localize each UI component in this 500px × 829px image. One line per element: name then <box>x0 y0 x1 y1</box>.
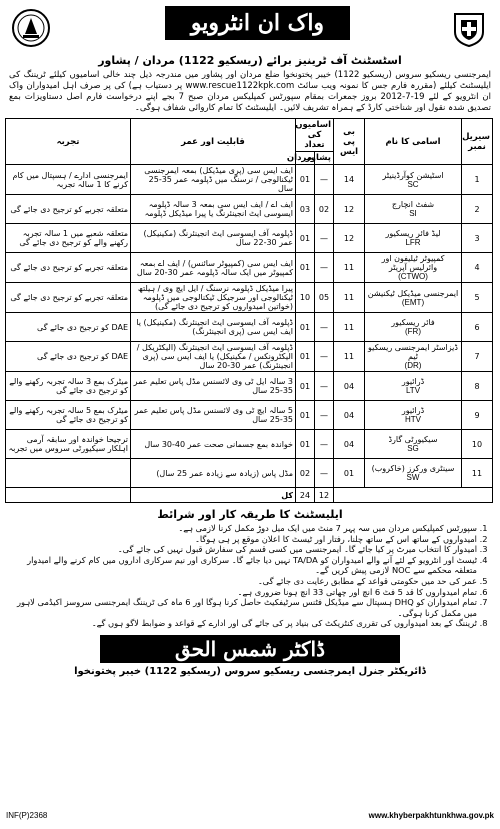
post-code: HTV <box>405 415 421 424</box>
cell-experience: DAE کو ترجیح دی جائے گی <box>6 313 131 342</box>
cell-serial: 7 <box>462 342 493 372</box>
post-name-urdu: شفٹ انچارج <box>391 200 435 209</box>
footer <box>0 811 500 825</box>
terms-item: 2. امیدواروں کے ساتھ اس کے ساتھ چلنا، رفتار اور ٹیسٹ کا اعلان موقع پر ہی ہوگا۔ <box>9 534 477 545</box>
post-code: SW <box>406 473 420 482</box>
advertisement-intro: ایمرجنسی ریسکیو سروس (ریسکیو 1122) خیبر پختونخوا ضلع مردان اور پشاور میں مندرجہ ذیل چند خالی اسامیوں کیلئے ٹریننگ کی ایلیسٹنٹ کیلئے (مقررہ فارم جس کا نمونہ ویب سائٹ www.rescue1122kpk.com پر دستیاب ہے) کی پر صرف اہل امیدواران واک ان انٹرویو کے لئے 19-7-2012 بروز جمعرات بمقام سپورٹس کمپلیکس مردان صبح 7 بجے اپنے درخواست فارم اصل دستاویزات بمع تصدیق شدہ نقول اور شناختی کارڈ کے ہمراہ تشریف لائیں۔ ایلیسٹنٹ کا تمام کاروائی شفاف ہوگی۔ <box>9 70 492 113</box>
cell-qualification: ڈپلومہ آف ایسوسی ایٹ انجینئرنگ (مکینیکل) عمر 30-22 سال <box>131 224 296 253</box>
cell-qualification: خواندہ بمع جسمانی صحت عمر 40-30 سال <box>131 430 296 459</box>
cell-qualification: ڈپلومہ آف ایسوسی ایٹ انجینئرنگ (مکینیکل) یا ایف ایس سی (پری انجینئرنگ) <box>131 313 296 342</box>
cell-post <box>365 195 462 224</box>
cell-peshawar: 05 <box>315 283 334 313</box>
cell-experience: متعلقہ تجربے کو ترجیح دی جائے گی <box>6 253 131 283</box>
table-row <box>6 401 493 430</box>
cell-mardan: 01 <box>296 401 315 430</box>
terms-item: 1. سپورٹس کمپلیکس مردان میں سہ پہر 7 منٹ میں ایک میل دوڑ مکمل کرنا لازمی ہے۔ <box>9 523 477 534</box>
terms-item: 6. تمام امیدواروں کا قد 5 فٹ 6 انچ اور چھاتی 33 انچ ہونا ضروری ہے۔ <box>9 587 477 598</box>
table-row <box>6 372 493 401</box>
total-label: کل <box>131 488 296 503</box>
post-name-urdu: اسٹیشن کوآرڈینیٹر <box>382 170 444 180</box>
post-name-urdu: سینٹری ورکرز (خاکروب) <box>371 464 455 473</box>
cell-experience <box>6 459 131 488</box>
cell-bps: 04 <box>334 401 365 430</box>
cell-qualification: ایف اے / ایف ایس سی بمعہ 3 سالہ ڈپلومہ ایسوسی ایٹ انجینئرنگ یا پیرا میڈیکل ڈپلومہ <box>131 195 296 224</box>
cell-serial: 6 <box>462 313 493 342</box>
cell-bps: 11 <box>334 253 365 283</box>
table-row <box>6 165 493 195</box>
post-code: SI <box>409 209 417 218</box>
cell-serial: 10 <box>462 430 493 459</box>
cell-serial: 2 <box>462 195 493 224</box>
table-row <box>6 313 493 342</box>
cell-bps: 04 <box>334 372 365 401</box>
post-name-urdu: ڈرائیور <box>401 406 425 415</box>
terms-item: 4. ٹیسٹ اور انٹرویو کے لئے آنے والے امیدواران کو TA/DA نہیں دیا جائے گا۔ سرکاری اور نیم سرکاری اداروں میں کام کرنے والے امیدوار متعلقہ محکمے سے NOC لازمی پیش کریں گے۔ <box>9 555 477 576</box>
signatory-designation: ڈائریکٹر جنرل ایمرجنسی ریسکیو سروس (ریسکیو 1122) خیبر پختونخوا <box>74 665 426 677</box>
cell-peshawar: — <box>315 224 334 253</box>
cell-bps: 11 <box>334 342 365 372</box>
vacancies-table-body <box>6 165 493 488</box>
header-peshawar: پشاور <box>315 152 334 165</box>
cell-post <box>365 313 462 342</box>
cell-qualification: ایف ایس سی (پری میڈیکل) بمعہ ایمرجنسی ٹیکنالوجی / نرسنگ میں ڈپلومہ عمر 35-25 سال <box>131 165 296 195</box>
post-code: (FR) <box>405 327 421 336</box>
cell-peshawar: 02 <box>315 195 334 224</box>
rescue-1122-logo-icon <box>449 8 489 48</box>
page-title: واک ان انٹرویو <box>165 6 350 40</box>
header-bps: بی پی ایس <box>334 119 365 165</box>
terms-list <box>9 523 491 629</box>
cell-bps: 12 <box>334 224 365 253</box>
cell-post <box>365 401 462 430</box>
cell-qualification: 5 سالہ ایچ ٹی وی لائسنس مڈل پاس تعلیم عمر 35-25 سال <box>131 401 296 430</box>
cell-post <box>365 430 462 459</box>
cell-experience: متعلقہ تجربے کو ترجیح دی جائے گی <box>6 283 131 313</box>
cell-mardan: 01 <box>296 313 315 342</box>
cell-mardan: 01 <box>296 342 315 372</box>
cell-post <box>365 459 462 488</box>
cell-experience: DAE کو ترجیح دی جائے گی <box>6 342 131 372</box>
post-name-urdu: ایمرجنسی میڈیکل ٹیکنیشن <box>367 288 459 298</box>
cell-post <box>365 342 462 372</box>
header-mardan: مردان <box>296 152 315 165</box>
post-name-urdu: لیڈ فائر ریسکیور <box>385 229 441 238</box>
header-posts-count: اسامیوں کی تعداد <box>296 119 334 152</box>
cell-mardan: 01 <box>296 372 315 401</box>
table-row <box>6 195 493 224</box>
terms-item: 5. عمر کی حد میں حکومتی قواعد کے مطابق رعایت دی جائے گی۔ <box>9 576 477 587</box>
cell-serial: 1 <box>462 165 493 195</box>
table-row <box>6 253 493 283</box>
cell-peshawar: — <box>315 372 334 401</box>
cell-serial: 4 <box>462 253 493 283</box>
header-post: اسامی کا نام <box>365 119 462 165</box>
cell-peshawar: — <box>315 165 334 195</box>
header-serial: سیریل نمبر <box>462 119 493 165</box>
cell-mardan: 02 <box>296 459 315 488</box>
table-row <box>6 342 493 372</box>
cell-qualification: ڈپلومہ آف ایسوسی ایٹ انجینئرنگ (الیکٹریکل / الیکٹرونکس / مکینیکل) یا ایف ایس سی (پری انجینئرنگ) عمر 30-20 سال <box>131 342 296 372</box>
post-code: SC <box>407 179 419 189</box>
terms-item: 3. امیدوار کا انتخاب میرٹ پر کیا جائے گا۔ ایمرجنسی میں کسی قسم کی سفارش قبول نہیں کی جائے گی۔ <box>9 544 477 555</box>
kp-government-emblem-icon <box>11 8 51 48</box>
post-name-urdu: کمپیوٹر ٹیلیفون اور وائرلیس آپریٹر <box>381 254 445 272</box>
cell-experience: ایمرجنسی ادارے / ہسپتال میں کام کرنے کا 1 سالہ تجربہ <box>6 165 131 195</box>
advertisement-subtitle: اسٹسٹنٹ آف ٹرینیز برائے (ریسکیو 1122) مردان / پشاور <box>98 54 402 67</box>
header <box>5 4 495 52</box>
terms-title: ایلیسٹنٹ کا طریقہ کار اور شرائط <box>157 508 343 521</box>
table-total-row <box>6 488 493 503</box>
header-qualification: قابلیت اور عمر <box>131 119 296 165</box>
cell-peshawar: — <box>315 401 334 430</box>
cell-experience: میٹرک بمع 5 سالہ تجربہ رکھنے والے کو ترجیح دی جائے گی <box>6 401 131 430</box>
cell-mardan: 01 <box>296 430 315 459</box>
cell-qualification: 3 سالہ ایل ٹی وی لائسنس مڈل پاس تعلیم عمر 35-25 سال <box>131 372 296 401</box>
post-name-urdu: فائر ریسکیور <box>391 318 435 327</box>
total-empty <box>6 488 131 503</box>
website-link[interactable]: www.khyberpakhtunkhwa.gov.pk <box>368 811 494 820</box>
post-code: LTV <box>405 386 421 395</box>
cell-bps: 12 <box>334 195 365 224</box>
header-experience: تجربہ <box>6 119 131 165</box>
total-peshawar: 12 <box>315 488 334 503</box>
advertisement-reference: INF(P)2368 <box>6 811 48 820</box>
cell-post <box>365 224 462 253</box>
cell-qualification: پیرا میڈیکل ڈپلومہ نرسنگ / ایل ایچ وی / ہیلتھ ٹیکنالوجی اور سرجیکل ٹیکنالوجی میں ڈپلومہ (خواتین امیدواروں کو ترجیح دی جائے گی) <box>131 283 296 313</box>
table-row <box>6 459 493 488</box>
cell-peshawar: — <box>315 430 334 459</box>
cell-experience: میٹرک بمع 3 سالہ تجربہ رکھنے والے کو ترجیح دی جائے گی <box>6 372 131 401</box>
cell-mardan: 01 <box>296 165 315 195</box>
vacancies-table <box>5 118 493 503</box>
cell-bps: 04 <box>334 430 365 459</box>
post-code: (EMT) <box>401 297 425 307</box>
cell-serial: 11 <box>462 459 493 488</box>
cell-post <box>365 253 462 283</box>
post-code: SG <box>407 444 419 453</box>
cell-bps: 11 <box>334 283 365 313</box>
cell-mardan: 01 <box>296 224 315 253</box>
post-code: (DR) <box>404 361 422 370</box>
cell-bps: 01 <box>334 459 365 488</box>
cell-post <box>365 283 462 313</box>
cell-serial: 9 <box>462 401 493 430</box>
post-code: LFR <box>405 238 421 247</box>
post-name-urdu: سیکیورٹی گارڈ <box>388 435 438 444</box>
cell-qualification: مڈل پاس (زیادہ سے زیادہ عمر 25 سال) <box>131 459 296 488</box>
post-name-urdu: ڈیزاسٹر ایمرجنسی ریسکیو ٹیم <box>368 343 458 361</box>
cell-bps: 11 <box>334 313 365 342</box>
cell-experience: متعلقہ شعبے میں 1 سالہ تجربہ رکھنے والے کو ترجیح دی جائے گی <box>6 224 131 253</box>
cell-bps: 14 <box>334 165 365 195</box>
cell-mardan: 03 <box>296 195 315 224</box>
cell-peshawar: — <box>315 459 334 488</box>
cell-peshawar: — <box>315 342 334 372</box>
cell-post <box>365 165 462 195</box>
cell-serial: 3 <box>462 224 493 253</box>
table-row <box>6 224 493 253</box>
post-name-urdu: ڈرائیور <box>401 377 425 386</box>
cell-mardan: 01 <box>296 253 315 283</box>
total-spacer <box>334 488 493 503</box>
signatory-name: ڈاکٹر شمس الحق <box>100 635 400 663</box>
cell-peshawar: — <box>315 313 334 342</box>
cell-peshawar: — <box>315 253 334 283</box>
cell-post <box>365 372 462 401</box>
cell-serial: 8 <box>462 372 493 401</box>
cell-experience: متعلقہ تجربے کو ترجیح دی جائے گی <box>6 195 131 224</box>
cell-serial: 5 <box>462 283 493 313</box>
cell-mardan: 10 <box>296 283 315 313</box>
terms-item: 7. تمام امیدواران کو DHQ ہسپتال سے میڈیکل فٹنس سرٹیفکیٹ حاصل کرنا ہوگا اور 6 ماہ کی ٹریننگ ایمرجنسی سروسز اکیڈمی لاہور میں مکمل کرنا ہوگی۔ <box>9 597 477 618</box>
cell-experience: ترجیحا خواندہ اور سابقہ آرمی اہلکار سیکیورٹی سروس میں تجربہ <box>6 430 131 459</box>
terms-item: 8. ٹریننگ کے بعد امیدواروں کی تقرری کنٹریکٹ کی بنیاد پر کی جائے گی اور ادارے کے قواعد و ضوابط لاگو ہوں گے۔ <box>9 618 477 629</box>
table-row <box>6 430 493 459</box>
cell-qualification: ایف ایس سی (کمپیوٹر سائنس) / ایف اے بمعہ کمپیوٹر میں ایک سالہ ڈپلومہ عمر 30-20 سال <box>131 253 296 283</box>
post-code: (CTWO) <box>398 272 428 281</box>
table-row <box>6 283 493 313</box>
total-mardan: 24 <box>296 488 315 503</box>
